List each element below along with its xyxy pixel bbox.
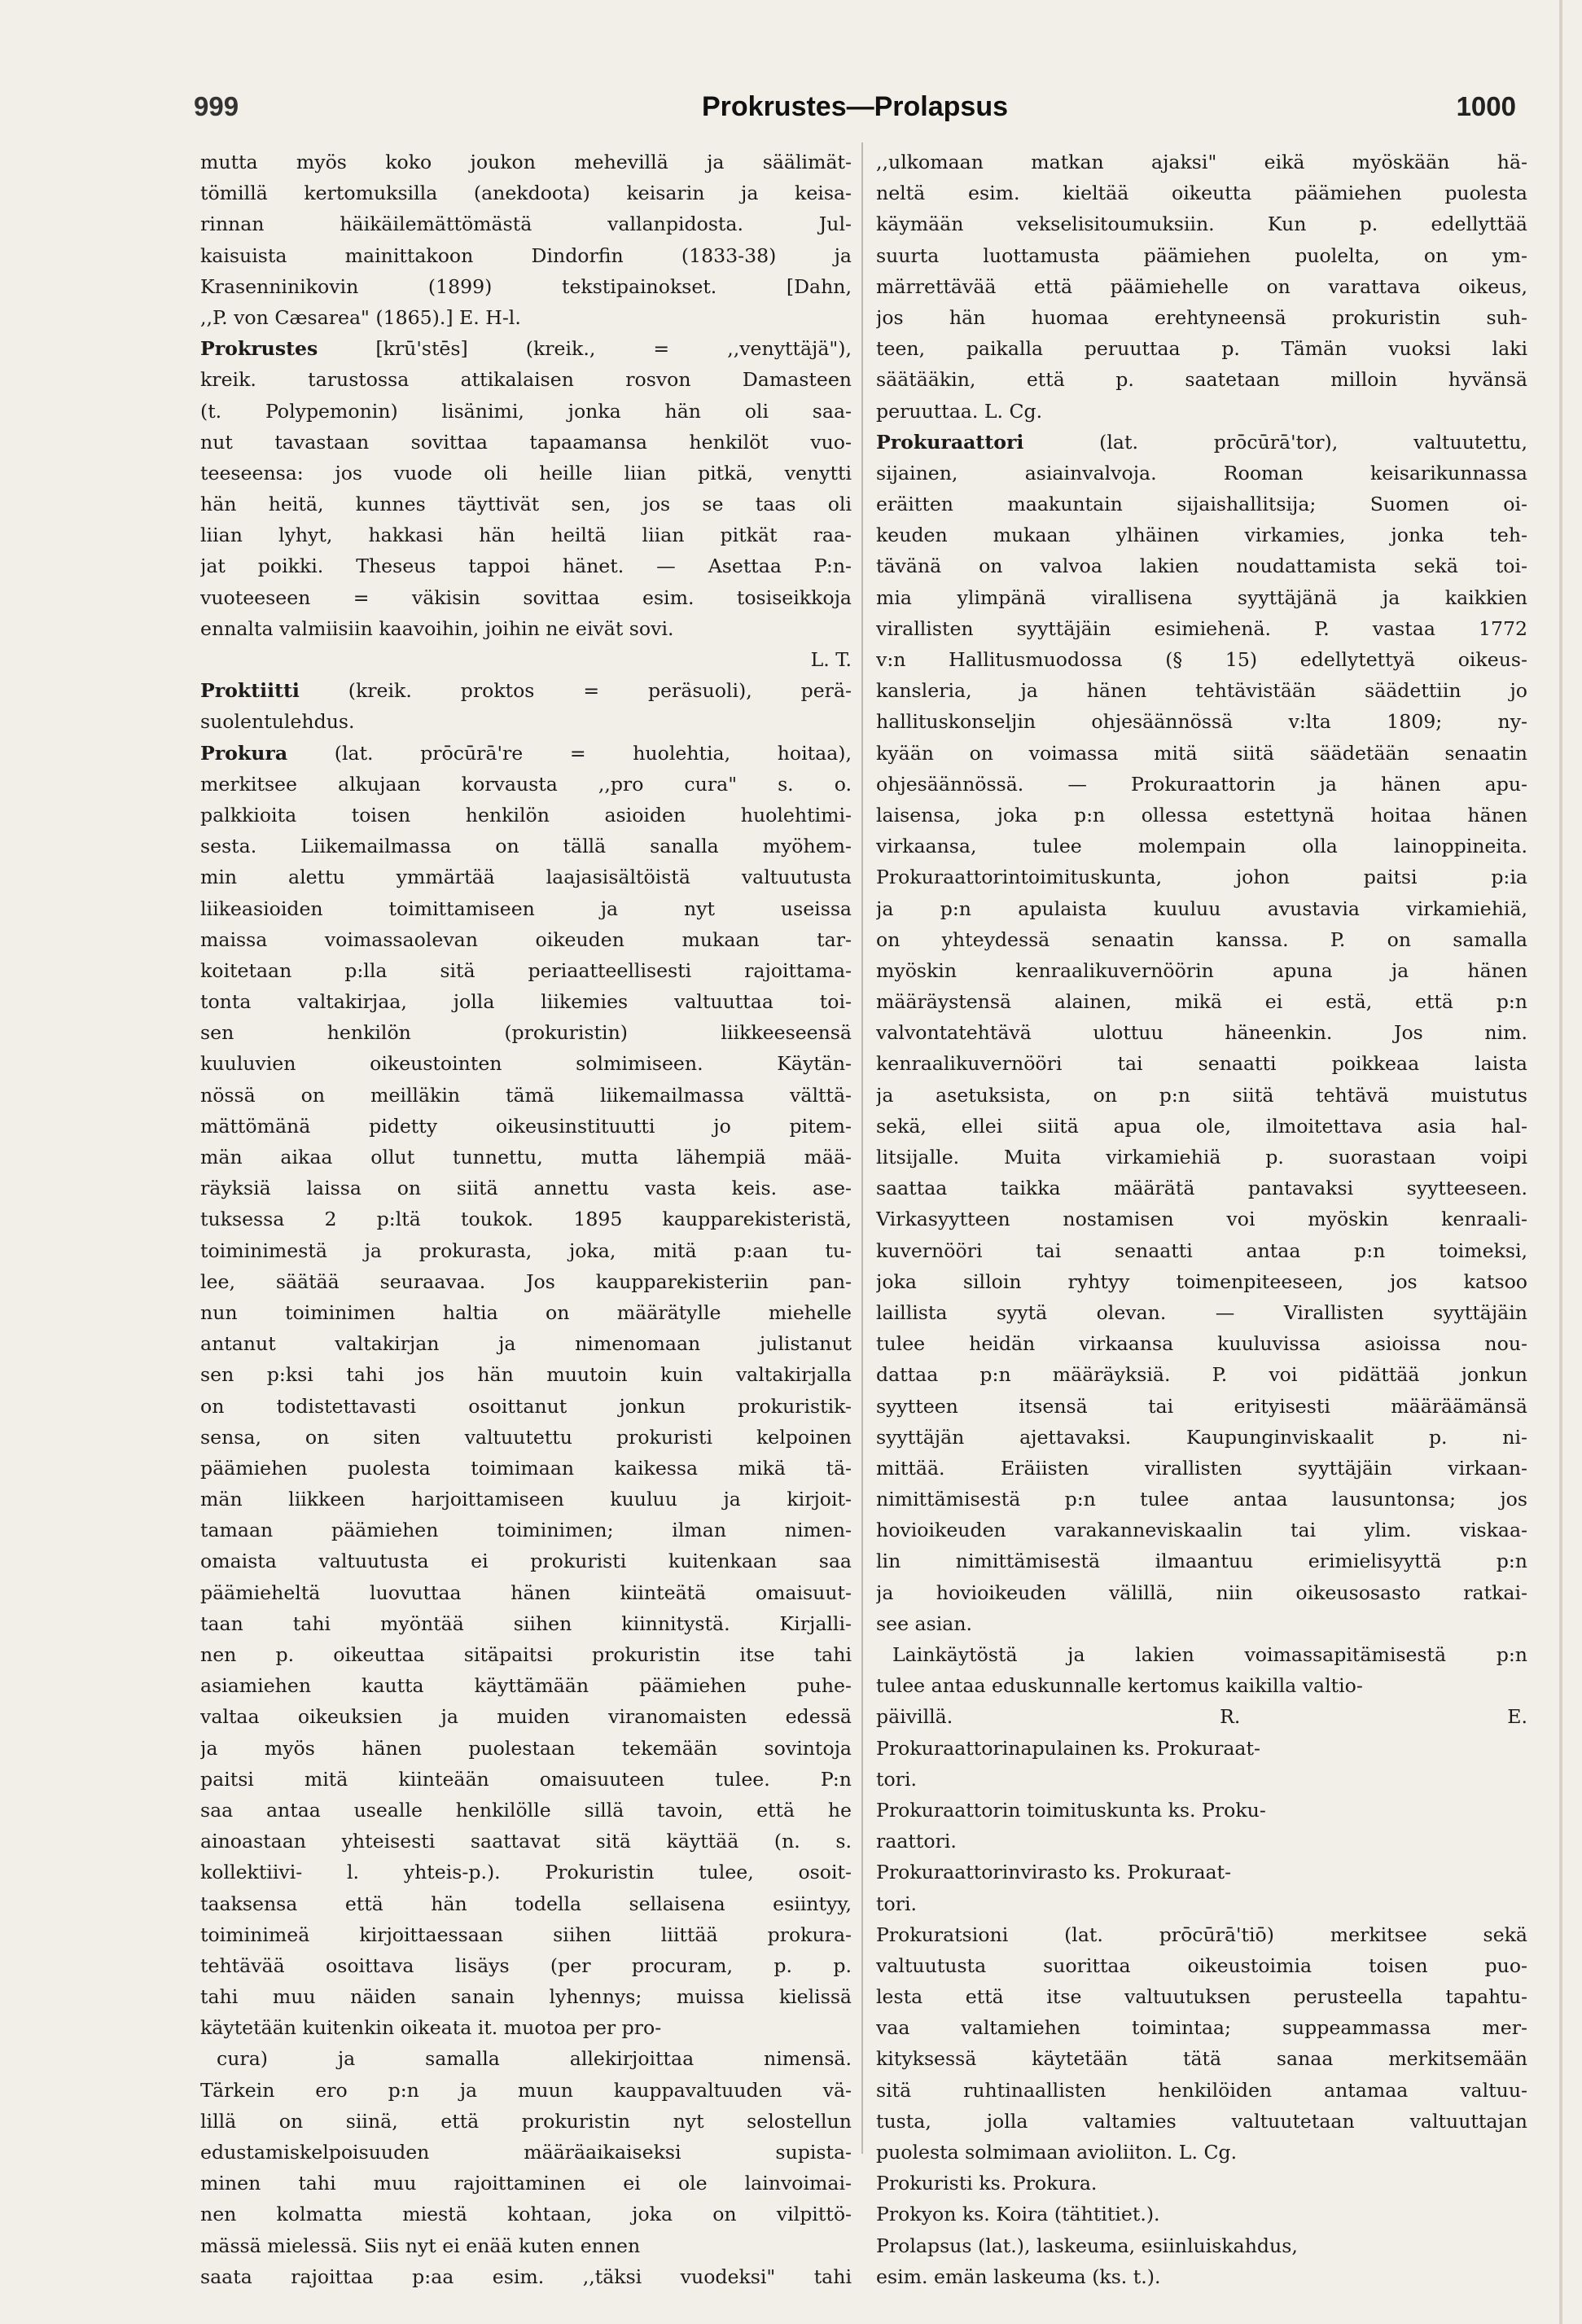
text-line: Prokuraattori (lat. prōcūrā'tor), valtuutettu, [876,430,1527,454]
text-line: sensa, on siten valtuutettu prokuristi kelpoinen [200,1425,852,1449]
text-line: tori. [876,1767,918,1791]
text-line: ja hovioikeuden välillä, niin oikeusosasto ratkai- [876,1581,1527,1604]
text-line: päämiehen puolesta toimimaan kaikessa mikä tä- [200,1456,852,1480]
text-line: ja asetuksista, on p:n siitä tehtävä muistutus [876,1083,1527,1107]
text-line: kuvernööri tai senaatti antaa p:n toimeksi, [876,1239,1527,1262]
text-line: tulee heidän virkaansa kuuluvissa asioissa nou- [876,1332,1527,1356]
text-line: mutta myös koko joukon mehevillä ja säälimät- [200,151,852,173]
text-line: jos hän huomaa erehtyneensä prokuristin suh- [876,305,1527,329]
text-line: nen p. oikeuttaa sitäpaitsi prokuristin itse tahi [200,1643,852,1666]
text-line: ,,P. von Cæsarea" (1865).] E. H-l. [200,305,521,329]
text-line: raattori. [876,1830,957,1853]
text-line: päämieheltä luovuttaa hänen kiinteätä omaisuut- [200,1581,852,1604]
text-line: Prokuratsioni (lat. prōcūrā'tiō) merkitsee sekä [876,1923,1527,1946]
text-line: Prokuraattorintoimituskunta, johon paitsi p:ia [876,866,1527,889]
text-line: tori. [876,1892,918,1915]
text-line: Prokuristi ks. Prokura. [876,2172,1098,2195]
text-line: tuksessa 2 p:ltä toukok. 1895 kaupparekisteristä, [200,1208,852,1231]
text-line: teeseensa: jos vuode oli heille liian pitkä, venytti [200,461,852,485]
text-line: koitetaan p:lla sitä periaatteellisesti rajoittama- [200,958,852,982]
headword: Prokura [200,741,288,765]
text-line: edustamiskelpoisuuden määräaikaiseksi supista- [200,2141,852,2164]
text-line: Prokuraattorinapulainen ks. Prokuraat- [876,1736,1260,1760]
text-line: mittää. Eräiisten virallisten syyttäjäin virkaan- [876,1456,1527,1480]
page-title: Prokrustes—Prolapsus [701,91,1009,122]
text-line: taaksensa että hän todella sellaisena esiintyy, [200,1892,852,1915]
text-line: toiminimeä kirjoittaessaan siihen liittää prokura- [200,1923,852,1946]
text-line: lesta että itse valtuutuksen perusteella tapahtu- [876,1985,1527,2009]
text-line: tehtävää osoittava lisäys (per procuram, p. p. [200,1953,852,1977]
text-line: ,,ulkomaan matkan ajaksi" eikä myöskään hä- [876,151,1527,173]
text-line: kollektiivi- l. yhteis-p.). Prokuristin tulee, osoit- [200,1861,852,1884]
text-line: nimittämisestä p:n tulee antaa lausuntonsa; jos [876,1488,1527,1511]
column-divider [861,143,863,2154]
text-line: min alettu ymmärtää laajasisältöistä valtuutusta [200,866,852,889]
text-line: sitä ruhtinaallisten henkilöiden antamaa valtuu- [876,2078,1527,2102]
left-column [200,147,852,2292]
headword: Prokrustes [200,337,318,361]
text-line: eräitten maakuntain sijaishallitsija; Suomen oi- [876,493,1527,516]
text-line: mia ylimpänä virallisena syyttäjänä ja kaikkien [876,585,1527,609]
text-line: män liikkeen harjoittamiseen kuuluu ja kirjoit- [200,1488,852,1511]
text-line: tulee antaa eduskunnalle kertomus kaikilla valtio- [876,1674,1363,1698]
text-line: määräystensä alainen, mikä ei estä, että p:n [876,990,1527,1014]
text-line: kityksessä käytetään tätä sanaa merkitsemään [876,2047,1527,2071]
text-line: käytetään kuitenkin oikeata it. muotoa per pro- [200,2016,662,2040]
text-line: ohjesäännössä. — Prokuraattorin ja hänen apu- [876,772,1527,796]
text-line: säätääkin, että p. saatetaan milloin hyvänsä [876,368,1527,392]
text-line: tamaan päämiehen toiminimen; ilman nimen- [200,1519,852,1542]
text-line: män aikaa ollut tunnettu, mutta lähempiä mää- [200,1146,852,1169]
text-line: kansleria, ja hänen tehtävistään säädettiin jo [876,679,1527,703]
text-line: litsijalle. Muita virkamiehiä p. suorastaan voipi [876,1146,1527,1169]
text-line: päivillä. R. E. [876,1705,1527,1729]
text-line: minen tahi muu rajoittaminen ei ole lainvoimai- [200,2172,852,2195]
text-line: Lainkäytöstä ja lakien voimassapitämisestä p:n [892,1643,1527,1666]
text-line: lin nimittämisestä ilmaantuu erimielisyyttä p:n [876,1550,1527,1573]
text-line: tusta, jolla valtamies valtuutetaan valtuuttajan [876,2109,1527,2133]
page-number-left: 999 [194,91,239,121]
text-line: virallisten syyttäjäin esimiehenä. P. vastaa 1772 [876,616,1527,640]
text-line: Prolapsus (lat.), laskeuma, esiinluiskahdus, [876,2234,1298,2257]
text-line: omaista valtuutusta ei prokuristi kuitenkaan saa [200,1550,852,1573]
text-line: peruuttaa. L. Cg. [876,399,1043,423]
text-line: nut tavastaan sovittaa tapaamansa henkilöt vuo- [200,430,852,454]
text-line: Prokura (lat. prōcūrā're = huolehtia, hoitaa), [200,741,852,765]
text-line: valvontatehtävä ulottuu häneenkin. Jos nim. [876,1021,1527,1045]
text-line: Tärkein ero p:n ja muun kauppavaltuuden vä- [200,2078,852,2102]
text-line: sen henkilön (prokuristin) liikkeeseensä [200,1021,852,1045]
page-header [187,91,1523,140]
text-line: keuden mukaan ylhäinen virkamies, jonka teh- [876,524,1527,547]
text-line: kyään on voimassa mitä siitä säädetään senaatin [876,741,1527,765]
text-line: sesta. Liikemailmassa on tällä sanalla myöhem- [200,835,852,858]
text-line: Krasenninikovin (1899) tekstipainokset. [Dahn, [200,274,852,298]
text-line: see asian. [876,1611,973,1635]
text-line: syytteen itsensä tai erityisesti määräämänsä [876,1394,1527,1418]
text-line: hallituskonseljin ohjesäännössä v:lta 1809; ny- [876,710,1527,734]
text-line: käymään vekselisitoumuksiin. Kun p. edellyttää [876,213,1527,236]
text-line: märrettävää että päämiehelle on varattava oikeus, [876,274,1527,298]
text-line: suolentulehdus. [200,710,355,734]
page-number-right: 1000 [1456,91,1516,121]
text-line: saa antaa usealle henkilölle sillä tavoin, että he [200,1798,852,1822]
text-line: sijainen, asiainvalvoja. Rooman keisarikunnassa [876,461,1527,485]
text-line: tahi muu näiden sanain lyhennys; muissa kielissä [200,1985,852,2009]
text-line: L. T. [810,648,852,671]
text-line: liikeasioiden toimittamiseen ja nyt useissa [200,897,852,920]
headword: Prokuraattori [876,430,1024,454]
text-line: cura) ja samalla allekirjoittaa nimensä. [217,2047,852,2071]
text-line: rinnan häikäilemättömästä vallanpidosta. Jul- [200,213,852,236]
text-line: kaisuista mainittakoon Dindorfin (1833-38) ja [200,243,852,267]
text-line: vuoteeseen = väkisin sovittaa esim. tosiseikkoja [200,585,852,609]
text-line: nun toiminimen haltia on määrätylle miehelle [200,1300,852,1324]
text-line: Proktiitti (kreik. proktos = peräsuoli), perä- [200,679,852,703]
text-line: kreik. tarustossa attikalaisen rosvon Damasteen [200,368,852,392]
text-line: dattaa p:n määräyksiä. P. voi pidättää jonkun [876,1363,1527,1387]
text-line: Virkasyytteen nostamisen voi myöskin kenraali- [876,1208,1527,1231]
text-line: paitsi mitä kiinteään omaisuuteen tulee. P:n [200,1767,852,1791]
text-line: virkaansa, tulee molempain olla lainoppineita. [876,835,1527,858]
text-line: valtuutusta suorittaa oikeustoimia toisen puo- [876,1953,1527,1977]
text-line: syyttäjän ajettavaksi. Kaupunginviskaalit p. ni- [876,1425,1527,1449]
text-line: (t. Polypemonin) lisänimi, jonka hän oli saa- [200,399,852,423]
text-line: tävänä on valvoa lakien noudattamista sekä toi- [876,555,1527,578]
text-line: räyksiä laissa on siitä annettu vasta keis. ase- [200,1177,852,1200]
text-line: ennalta valmiisiin kaavoihin, joihin ne eivät sovi. [200,616,674,640]
page-edge [1559,0,1562,2324]
text-line: laisensa, joka p:n ollessa estettynä hoitaa hänen [876,803,1527,827]
headword: Proktiitti [200,679,300,703]
text-line: on yhteydessä senaatin kanssa. P. on samalla [876,927,1527,951]
text-line: on todistettavasti osoittanut jonkun prokuristik- [200,1394,852,1418]
text-line: myöskin kenraalikuvernöörin apuna ja hänen [876,958,1527,982]
text-line: teen, paikalla peruuttaa p. Tämän vuoksi laki [876,337,1527,361]
right-column [876,147,1527,2292]
text-line: laillista syytä olevan. — Virallisten syyttäjäin [876,1300,1527,1324]
text-line: maissa voimassaolevan oikeuden mukaan tar- [200,927,852,951]
text-line: merkitsee alkujaan korvausta ,,pro cura" s. o. [200,772,852,796]
text-line: jat poikki. Theseus tappoi hänet. — Asettaa P:n- [200,555,852,578]
text-line: kuuluvien oikeustointen solmimiseen. Käytän- [200,1052,852,1076]
text-line: kenraalikuvernööri tai senaatti poikkeaa laista [876,1052,1527,1076]
text-line: saattaa taikka määrätä pantavaksi syytteeseen. [876,1177,1527,1200]
text-line: Prokrustes [krū'stēs] (kreik., = ,,venyttäjä"), [200,337,852,361]
text-line: puolesta solmimaan avioliiton. L. Cg. [876,2141,1238,2164]
text-line: ja p:n apulaista kuuluu avustavia virkamiehiä, [876,897,1527,920]
text-line: esim. emän laskeuma (ks. t.). [876,2265,1161,2288]
text-line: antanut valtakirjan ja nimenomaan julistanut [200,1332,852,1356]
text-line: tömillä kertomuksilla (anekdoota) keisarin ja keisa- [200,182,852,205]
text-line: lillä on siinä, että prokuristin nyt selostellun [200,2109,852,2133]
text-line: saata rajoittaa p:aa esim. ,,täksi vuodeksi" tahi [200,2265,852,2288]
text-line: asiamiehen kautta käyttämään päämiehen puhe- [200,1674,852,1698]
text-line: tonta valtakirjaa, jolla liikemies valtuuttaa toi- [200,990,852,1014]
text-line: mässä mielessä. Siis nyt ei enää kuten ennen [200,2234,641,2257]
text-line: joka silloin ryhtyy toimenpiteeseen, jos katsoo [876,1269,1527,1293]
text-line: nen kolmatta miestä kohtaan, joka on vilpittö- [200,2203,852,2226]
text-line: sen p:ksi tahi jos hän muutoin kuin valtakirjalla [200,1363,852,1387]
text-line: Prokyon ks. Koira (tähtitiet.). [876,2203,1160,2226]
text-line: suurta luottamusta päämiehen puolelta, on ym- [876,243,1527,267]
text-line: toiminimestä ja prokurasta, joka, mitä p:aan tu- [200,1239,852,1262]
text-line: lee, säätää seuraavaa. Jos kaupparekisteriin pan- [200,1269,852,1293]
text-line: sekä, ellei siitä apua ole, ilmoitettava asia hal- [876,1114,1527,1138]
text-line: mättömänä pidetty oikeusinstituutti jo pitem- [200,1114,852,1138]
text-line: Prokuraattorin toimituskunta ks. Proku- [876,1798,1266,1822]
text-line: ja myös hänen puolestaan tekemään sovintoja [200,1736,852,1760]
text-line: ainoastaan yhteisesti saattavat sitä käyttää (n. s. [200,1830,852,1853]
text-line: liian lyhyt, hakkasi hän heiltä liian pitkät raa- [200,524,852,547]
text-line: valtaa oikeuksien ja muiden viranomaisten edessä [200,1705,852,1729]
text-line: hovioikeuden varakanneviskaalin tai ylim. viskaa- [876,1519,1527,1542]
text-line: taan tahi myöntää siihen kiinnitystä. Kirjalli- [200,1611,852,1635]
text-line: v:n Hallitusmuodossa (§ 15) edellytettyä oikeus- [876,648,1527,671]
text-line: Prokuraattorinvirasto ks. Prokuraat- [876,1861,1232,1884]
text-line: vaa valtamiehen toimintaa; suppeammassa mer- [876,2016,1527,2040]
text-line: hän heitä, kunnes täyttivät sen, jos se taas oli [200,493,852,516]
text-line: nössä on meilläkin tämä liikemailmassa välttä- [200,1083,852,1107]
text-line: neltä esim. kieltää oikeutta päämiehen puolesta [876,182,1527,205]
text-line: palkkioita toisen henkilön asioiden huolehtimi- [200,803,852,827]
